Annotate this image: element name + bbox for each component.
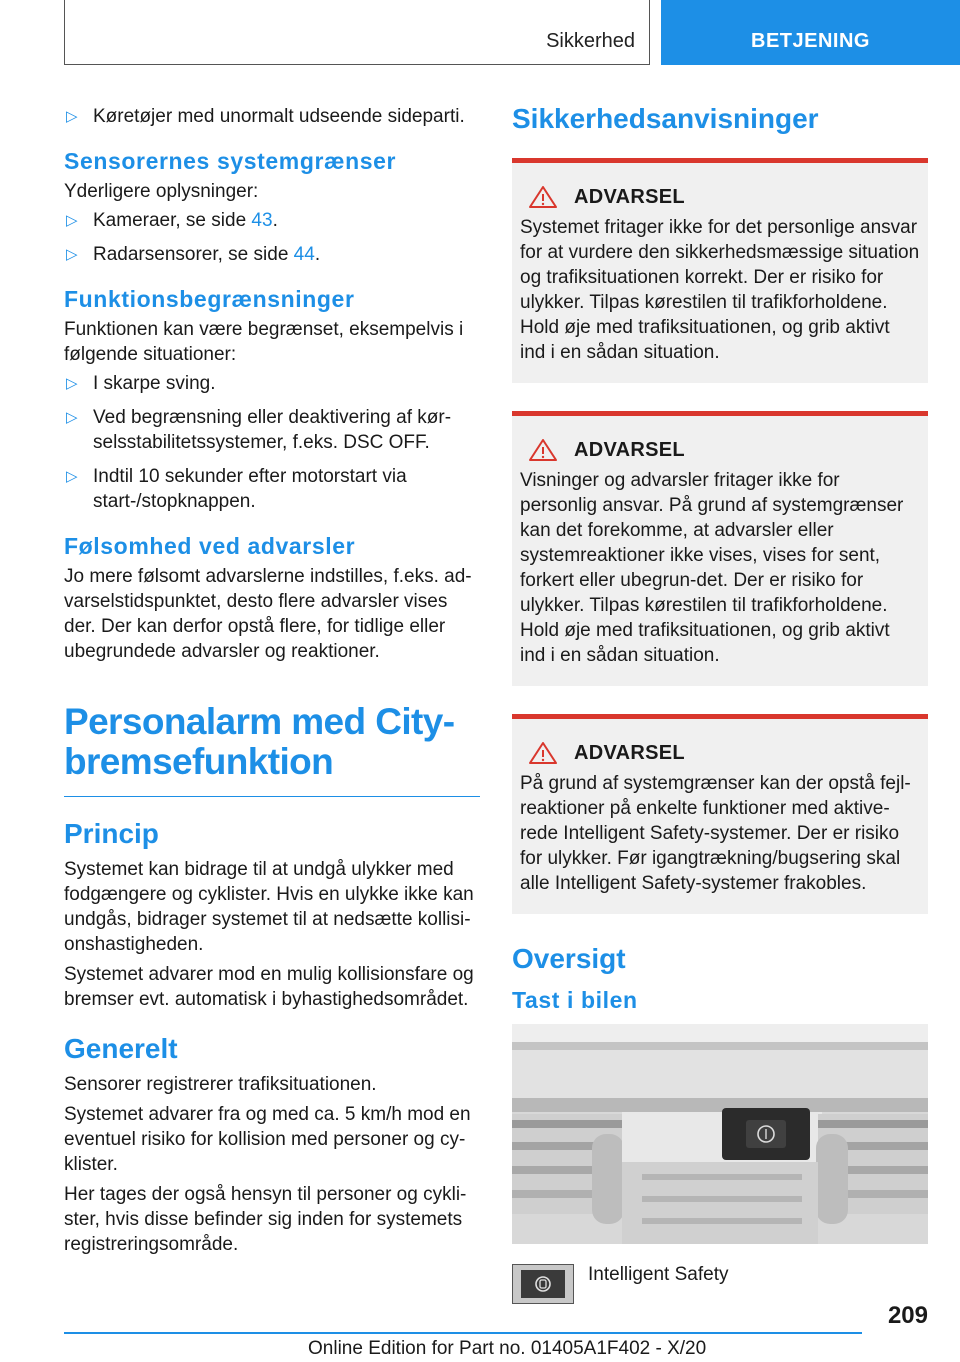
- warning-text: Systemet fritager ikke for det personlige ansvar for at vurdere den sikkerhedsmæssige situation og trafiksituationen korrekt. Der er risiko for ulykker. Tilpas kørestilen til trafikforholdene. Hold øje med trafiksituationen, og grib aktivt ind i en sådan situation.: [520, 217, 920, 363]
- list-item: ▷ Indtil 10 sekunder efter motorstart via start-/stopknappen.: [66, 466, 407, 512]
- heading-button-in-car: Tast i bilen: [512, 987, 638, 1013]
- warning-title: ADVARSEL: [574, 185, 685, 208]
- page-number: 209: [887, 1302, 928, 1329]
- function-list: [64, 371, 480, 514]
- bullet-triangle-icon: ▷: [66, 108, 78, 125]
- list-item: ▷ Kameraer, se side 43.: [66, 210, 278, 231]
- right-column: [512, 100, 928, 1304]
- chapter-title: Personalarm med City-bremsefunktion: [64, 702, 480, 797]
- header-chapter-tab: [661, 0, 960, 65]
- list-item: ▷ Køretøjer med unormalt udseende sideparti.: [66, 106, 465, 127]
- intelligent-safety-icon: [533, 1274, 553, 1294]
- intelligent-safety-button-image: [512, 1264, 574, 1304]
- list-item: ▷ Ved begrænsning eller deaktivering af kør-selsstabilitetssystemer, f.eks. DSC OFF.: [66, 407, 452, 453]
- sensitivity-text: Jo mere følsomt advarslerne indstilles, f.eks. ad-varselstidspunktet, desto flere advarsler vises der. Der kan derfor opstå flere, for tidlige eller ubegrundede advarsler og reaktioner.: [64, 566, 472, 662]
- intro-list: [64, 104, 480, 129]
- heading-function-limits: Funktionsbegrænsninger: [64, 286, 355, 312]
- warning-text: Visninger og advarsler fritager ikke for personlig ansvar. På grund af systemgrænser kan det forekomme, at advarsler eller systemreaktioner ikke vises, vises for sent, forkert eller ubegrun-det. Der er risiko for ulykker. Tilpas kørestilen til trafikforholdene. Hold øje med trafiksituationen, og grib aktivt ind i en sådan situation.: [520, 470, 904, 666]
- heading-principle: Princip: [64, 818, 159, 849]
- left-column: [64, 100, 480, 1257]
- key-label: Intelligent Safety: [588, 1264, 729, 1285]
- warning-box: [512, 411, 928, 686]
- footer-edition: Online Edition for Part no. 01405A1F402 - X/20: [308, 1338, 707, 1359]
- heading-safety-notes: Sikkerhedsanvisninger: [512, 103, 819, 134]
- warning-text: På grund af systemgrænser kan der opstå fejl-reaktioner på enkelte funktioner med aktive-rede Intelligent Safety-systemer. Der er risiko for ulykker. Før igangtrækning/bugsering skal alle Intelligent Safety-systemer frakobles.: [520, 773, 911, 894]
- warning-title: ADVARSEL: [574, 741, 685, 764]
- key-legend-row: [512, 1264, 928, 1304]
- car-dashboard-photo: [512, 1024, 928, 1244]
- list-item: ▷ Radarsensorer, se side 44.: [66, 244, 321, 265]
- header-chapter-label: BETJENING: [751, 30, 870, 52]
- header-section-box: [64, 0, 650, 65]
- principle-p1: Systemet kan bidrage til at undgå ulykker med fodgængere og cyklister. Hvis en ulykke ikke kan undgås, bidrager systemet til at nedsætte kollisi-onshastigheden.: [64, 859, 474, 955]
- bullet-triangle-icon: ▷: [66, 375, 78, 392]
- footer-divider: [64, 1332, 862, 1334]
- function-intro: Funktionen kan være begrænset, eksempelvis i følgende situationer:: [64, 319, 464, 365]
- list-item: ▷ I skarpe sving.: [66, 373, 216, 394]
- principle-p2: Systemet advarer mod en mulig kollisionsfare og bremser evt. automatisk i byhastighedsområdet.: [64, 964, 474, 1010]
- heading-warning-sensitivity: Følsomhed ved advarsler: [64, 533, 356, 559]
- warning-box: [512, 714, 928, 914]
- page-link-44[interactable]: 44: [293, 244, 315, 265]
- general-p1: Sensorer registrerer trafiksituationen.: [64, 1074, 377, 1095]
- sensor-intro: Yderligere oplysninger:: [64, 181, 259, 202]
- heading-overview: Oversigt: [512, 943, 626, 974]
- header-section-title: Sikkerhed: [546, 30, 635, 52]
- sensor-list: [64, 208, 480, 267]
- bullet-triangle-icon: ▷: [66, 246, 78, 263]
- warning-triangle-icon: [528, 741, 558, 765]
- bullet-triangle-icon: ▷: [66, 212, 78, 229]
- warning-triangle-icon: [528, 438, 558, 462]
- general-p3: Her tages der også hensyn til personer og cykli-ster, hvis disse befinder sig inden for systemets registreringsområde.: [64, 1184, 467, 1255]
- bullet-triangle-icon: ▷: [66, 409, 78, 426]
- warning-triangle-icon: [528, 185, 558, 209]
- bullet-triangle-icon: ▷: [66, 468, 78, 485]
- warning-box: [512, 158, 928, 383]
- heading-sensor-limits: Sensorernes systemgrænser: [64, 148, 397, 174]
- heading-general: Generelt: [64, 1033, 178, 1064]
- page-link-43[interactable]: 43: [251, 210, 273, 231]
- general-p2: Systemet advarer fra og med ca. 5 km/h mod en eventuel risiko for kollision med personer og cy-klister.: [64, 1104, 471, 1175]
- warning-title: ADVARSEL: [574, 438, 685, 461]
